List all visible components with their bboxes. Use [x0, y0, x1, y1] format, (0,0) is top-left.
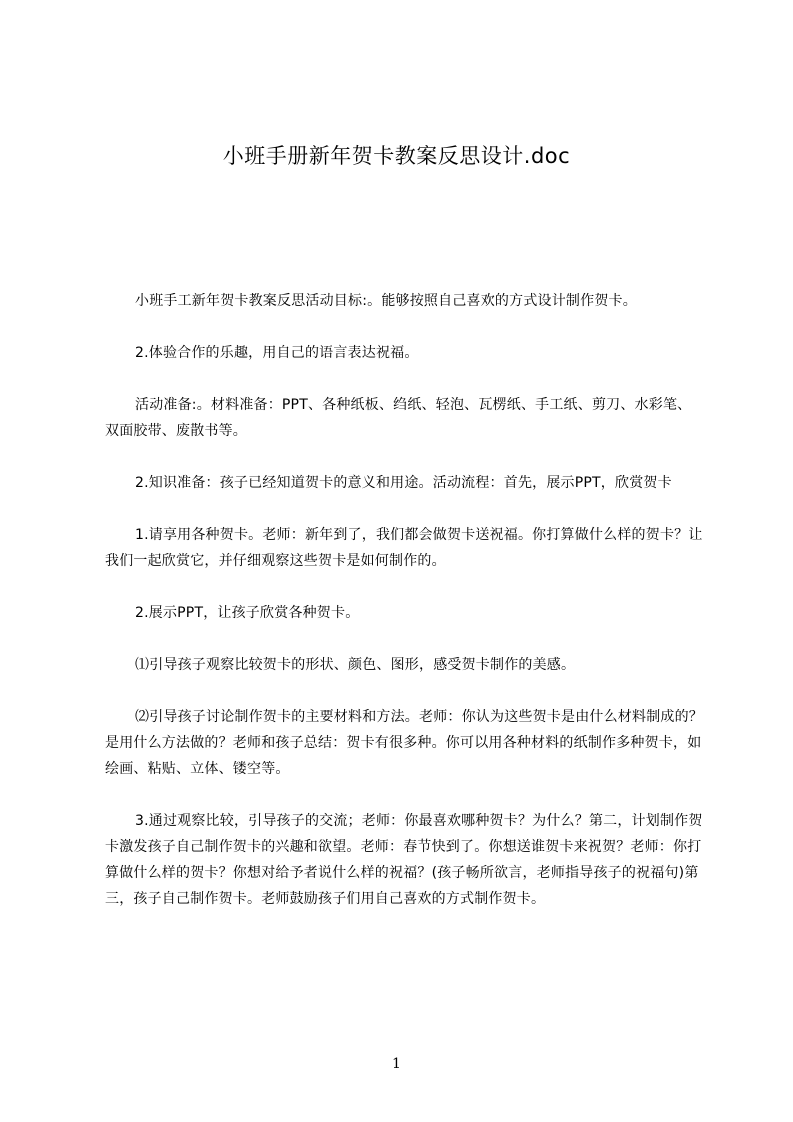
paragraph-knowledge: 2.知识准备：孩子已经知道贺卡的意义和用途。活动流程：首先，展示PPT，欣赏贺卡 [135, 475, 672, 491]
paragraph-activity-goal: 小班手工新年贺卡教案反思活动目标:。能够按照自己喜欢的方式设计制作贺卡。 [135, 293, 637, 309]
document-title: 小班手册新年贺卡教案反思设计.doc [222, 144, 571, 168]
paragraph-step-1: 1.请享用各种贺卡。老师：新年到了，我们都会做贺卡送祝福。你打算做什么样的贺卡？让我们一起欣赏它，并仔细观察这些贺卡是如何制作的。 [105, 527, 703, 569]
paragraph-materials: 活动准备:。材料准备：PPT、各种纸板、绉纸、轻泡、瓦楞纸、手工纸、剪刀、水彩笔、双面胶带、废散书等。 [105, 397, 692, 439]
paragraph-goal-2: 2.体验合作的乐趣，用自己的语言表达祝福。 [135, 345, 419, 361]
document-body [105, 288, 705, 938]
paragraph-step-3: 3.通过观察比较，引导孩子的交流；老师：你最喜欢哪种贺卡？为什么？第二，计划制作贺卡激发孩子自己制作贺卡的兴趣和欲望。老师：春节快到了。你想送谁贺卡来祝贺？老师：你打算做什么样的贺卡？你想对给予者说什么样的祝福？(孩子畅所欲言，老师指导孩子的祝福句)第三，孩子自己制作贺卡。老师鼓励孩子们用自己喜欢的方式制作贺卡。 [105, 813, 703, 907]
paragraph-step-2: 2.展示PPT，让孩子欣赏各种贺卡。 [135, 605, 360, 621]
page-number: 1 [392, 1056, 401, 1072]
paragraph-substep-1: ⑴引导孩子观察比较贺卡的形状、颜色、图形，感受贺卡制作的美感。 [135, 657, 576, 673]
paragraph-substep-2: ⑵引导孩子讨论制作贺卡的主要材料和方法。老师：你认为这些贺卡是由什么材料制成的？是用什么方法做的？老师和孩子总结：贺卡有很多种。你可以用各种材料的纸制作多种贺卡，如绘画、粘贴、立体、镂空等。 [105, 709, 703, 777]
